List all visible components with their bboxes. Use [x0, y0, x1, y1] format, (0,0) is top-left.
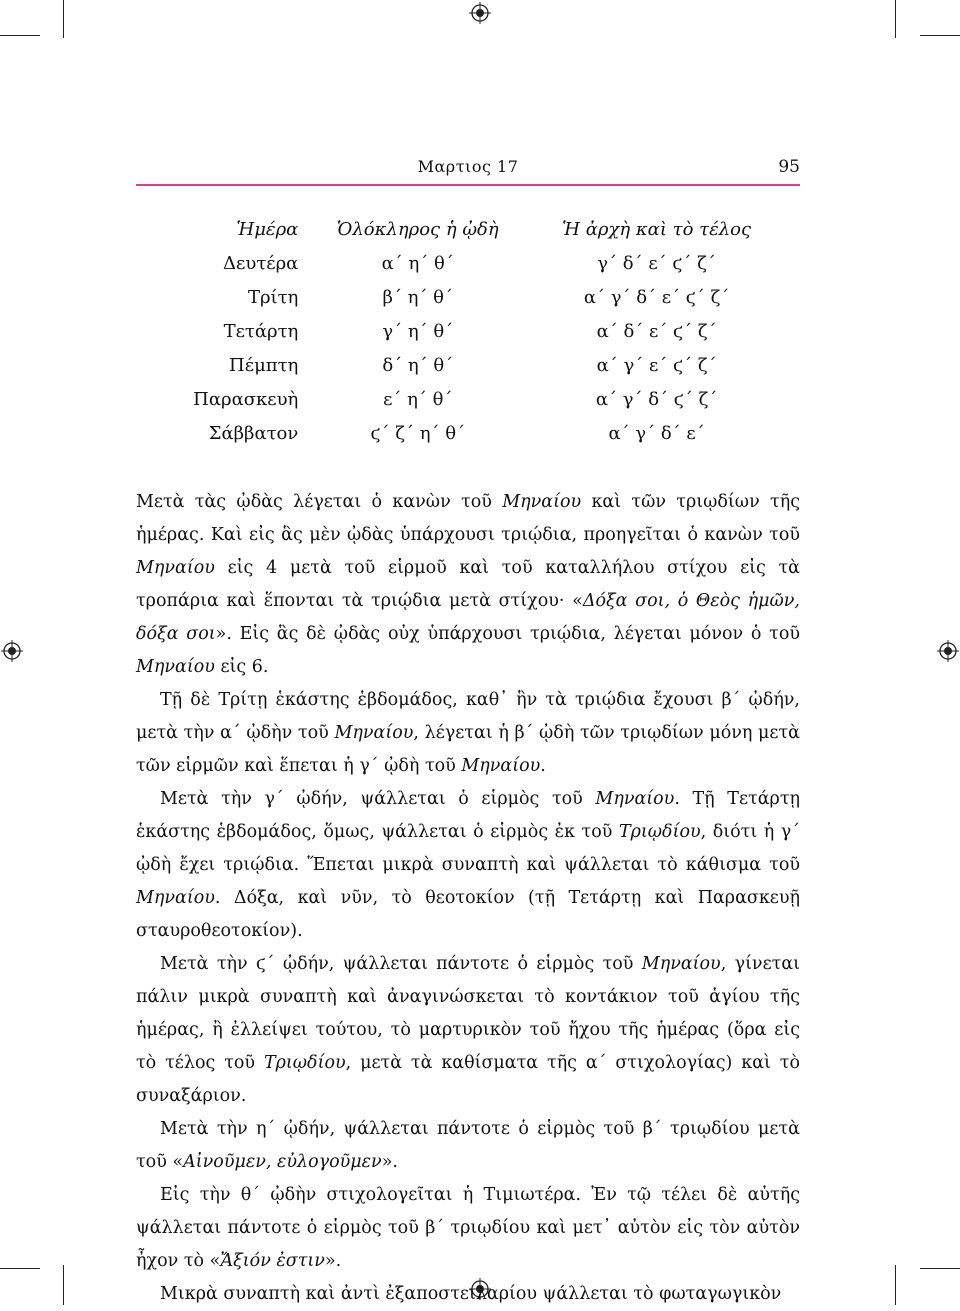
text-run: Μετὰ τὰς ᾠδὰς λέγεται ὁ κανὼν τοῦ	[136, 492, 503, 512]
crop-mark	[0, 35, 40, 36]
italic-quote: Ἄξιόν ἐστιν	[220, 1251, 325, 1271]
italic-term: Μηναίου	[502, 492, 582, 512]
italic-term: Τριῳδίου	[263, 1053, 346, 1073]
crop-mark	[0, 1268, 40, 1269]
crop-mark	[63, 1265, 64, 1305]
whole-ode-cell: α´ η´ θ´	[381, 252, 454, 274]
paragraph	[136, 486, 800, 684]
paragraph	[136, 684, 800, 783]
rubric-text	[136, 486, 800, 1311]
crop-mark	[920, 1268, 960, 1269]
beginning-end-cell: α´ γ´ ε´ ϛ´ ζ´	[596, 354, 717, 376]
text-run: ». Εἰς ἃς δὲ ᾠδὰς οὐχ ὑπάρχουσι τριῴδια, λέγεται μόνον ὁ τοῦ	[215, 624, 800, 644]
text-run: Τῇ δὲ Τρίτῃ ἑκάστης ἑβδομάδος, καθ᾽ ἣν τὰ τριῴδια ἔχουσι β´ ᾠδήν, μετὰ τὴν α´ ᾠδὴν τοῦ	[136, 690, 800, 743]
whole-ode-cell: ε´ η´ θ´	[383, 388, 453, 410]
text-run: , γίνεται πάλιν μικρὰ συναπτὴ καὶ ἀναγινώσκεται τὸ κοντάκιον τοῦ ἁγίου τῆς ἡμέρας, ἢ ἐλλείψει τούτου, τὸ μαρτυρικὸν τοῦ ἤχου τῆς ἡμέρας (ὅρα εἰς τὸ τέλος τοῦ	[136, 954, 800, 1073]
text-run: , λέγεται ἡ β´ ᾠδὴ τῶν τριῳδίων μόνη μετὰ τῶν εἱρμῶν καὶ ἕπεται ἡ γ´ ᾠδὴ τοῦ	[136, 723, 800, 776]
text-run: . Τῇ Τετάρτῃ ἑκάστης ἑβδομάδος, ὅμως, ψάλλεται ὁ εἱρμὸς ἐκ τοῦ	[136, 789, 800, 842]
italic-term: Μηναίου	[136, 558, 215, 578]
table-row	[150, 246, 790, 280]
table-row	[150, 314, 790, 348]
text-run: , μετὰ τὰ καθίσματα τῆς α´ στιχολογίας) καὶ τὸ συναξάριον.	[136, 1053, 801, 1106]
text-run: καὶ τῶν τριῳδίων τῆς ἡμέρας. Καὶ εἰς ἃς μὲν ᾠδὰς ὑπάρχουσι τριῴδια, προηγεῖται ὁ κανὼν τοῦ	[136, 492, 800, 545]
paragraph	[136, 1113, 800, 1179]
registration-mark-icon	[937, 640, 959, 662]
text-run: Μετὰ τὴν ϛ´ ᾠδήν, ψάλλεται πάντοτε ὁ εἱρμὸς τοῦ	[160, 954, 642, 974]
text-run: ».	[324, 1251, 342, 1271]
whole-ode-cell: γ´ η´ θ´	[382, 320, 454, 342]
crop-mark	[63, 0, 64, 38]
beginning-end-cell: α´ δ´ ε´ ϛ´ ζ´	[596, 320, 717, 342]
italic-term: Μηναίου	[641, 954, 721, 974]
whole-ode-cell: δ´ η´ θ´	[382, 354, 454, 376]
odes-schedule-table	[150, 212, 790, 450]
column-header-day: Ἡμέρα	[236, 218, 299, 240]
italic-term: Μηναίου	[595, 789, 675, 809]
text-run: εἰς 4 μετὰ τοῦ εἱρμοῦ καὶ τοῦ καταλλήλου στίχου εἰς τὰ τροπάρια καὶ ἕπονται τὰ τριῴδια μετὰ στίχου· «	[136, 558, 800, 611]
beginning-end-cell: α´ γ´ δ´ ϛ´ ζ´	[595, 388, 718, 410]
italic-term: Μηναίου	[136, 888, 215, 908]
whole-ode-cell: β´ η´ θ´	[382, 286, 454, 308]
paragraph	[136, 783, 800, 948]
column-header-beginning-end: Ἡ ἀρχὴ καὶ τὸ τέλος	[562, 218, 752, 240]
italic-term: Μηναίου	[334, 723, 414, 743]
text-run: εἰς 6.	[214, 657, 269, 677]
italic-quote: Αἰνοῦμεν, εὐλογοῦμεν	[183, 1152, 382, 1172]
day-cell: Δευτέρα	[223, 252, 299, 274]
paragraph	[136, 1278, 800, 1311]
beginning-end-cell: α´ γ´ δ´ ε´ ϛ´ ζ´	[583, 286, 730, 308]
text-run: Μικρὰ συναπτὴ καὶ ἀντὶ ἐξαποστειλαρίου ψάλλεται τὸ φωταγωγικὸν	[160, 1284, 782, 1304]
table-header-row	[150, 212, 790, 246]
paragraph	[136, 948, 800, 1113]
table-row	[150, 382, 790, 416]
day-cell: Παρασκευὴ	[193, 388, 299, 410]
italic-quote: Δόξα σοι, ὁ Θεὸς ἡμῶν, δόξα σοι	[136, 591, 800, 644]
column-header-whole-ode: Ὁλόκληρος ἡ ᾠδὴ	[336, 218, 499, 240]
day-cell: Τρίτη	[247, 286, 299, 308]
beginning-end-cell: γ´ δ´ ε´ ϛ´ ζ´	[597, 252, 716, 274]
table-row	[150, 348, 790, 382]
crop-mark	[920, 35, 960, 36]
text-run: ».	[381, 1152, 398, 1172]
page-number: 95	[778, 157, 800, 177]
whole-ode-cell: ϛ´ ζ´ η´ θ´	[370, 422, 466, 444]
text-run: Μετὰ τὴν η´ ᾠδήν, ψάλλεται πάντοτε ὁ εἱρμὸς τοῦ β´ τριῳδίου μετὰ τοῦ «	[136, 1119, 800, 1172]
header-rule	[136, 184, 800, 186]
day-cell: Τετάρτη	[223, 320, 299, 342]
day-cell: Σάββατον	[208, 422, 299, 444]
italic-term: Μηναίου	[461, 756, 541, 776]
text-run: . Δόξα, καὶ νῦν, τὸ θεοτοκίον (τῇ Τετάρτῃ καὶ Παρασκευῇ σταυροθεοτοκίον).	[136, 888, 800, 941]
day-cell: Πέμπτη	[229, 354, 299, 376]
text-run: .	[540, 756, 546, 776]
text-run: , διότι ἡ γ´ ᾠδὴ ἔχει τριῴδια. Ἕπεται μικρὰ συναπτὴ καὶ ψάλλεται τὸ κάθισμα τοῦ	[136, 822, 801, 875]
paragraph	[136, 1179, 800, 1278]
table-row	[150, 416, 790, 450]
running-head: Μαρτιος 17	[417, 157, 519, 176]
italic-term: Μηναίου	[136, 657, 215, 677]
italic-term: Τριῳδίου	[618, 822, 701, 842]
registration-mark-icon	[469, 2, 491, 24]
beginning-end-cell: α´ γ´ δ´ ε´	[608, 422, 705, 444]
registration-mark-icon	[1, 640, 23, 662]
crop-mark	[895, 0, 896, 38]
page-header	[136, 155, 800, 181]
text-run: Εἰς τὴν θ´ ᾠδὴν στιχολογεῖται ἡ Τιμιωτέρα. Ἐν τῷ τέλει δὲ αὐτῆς ψάλλεται πάντοτε ὁ εἱρμὸς τοῦ β´ τριῳδίου καὶ μετ᾽ αὐτὸν εἰς τὸν αὐτὸν ἦχον τὸ «	[136, 1185, 800, 1271]
table-row	[150, 280, 790, 314]
crop-mark	[895, 1265, 896, 1305]
text-run: Μετὰ τὴν γ´ ᾠδήν, ψάλλεται ὁ εἱρμὸς τοῦ	[160, 789, 596, 809]
